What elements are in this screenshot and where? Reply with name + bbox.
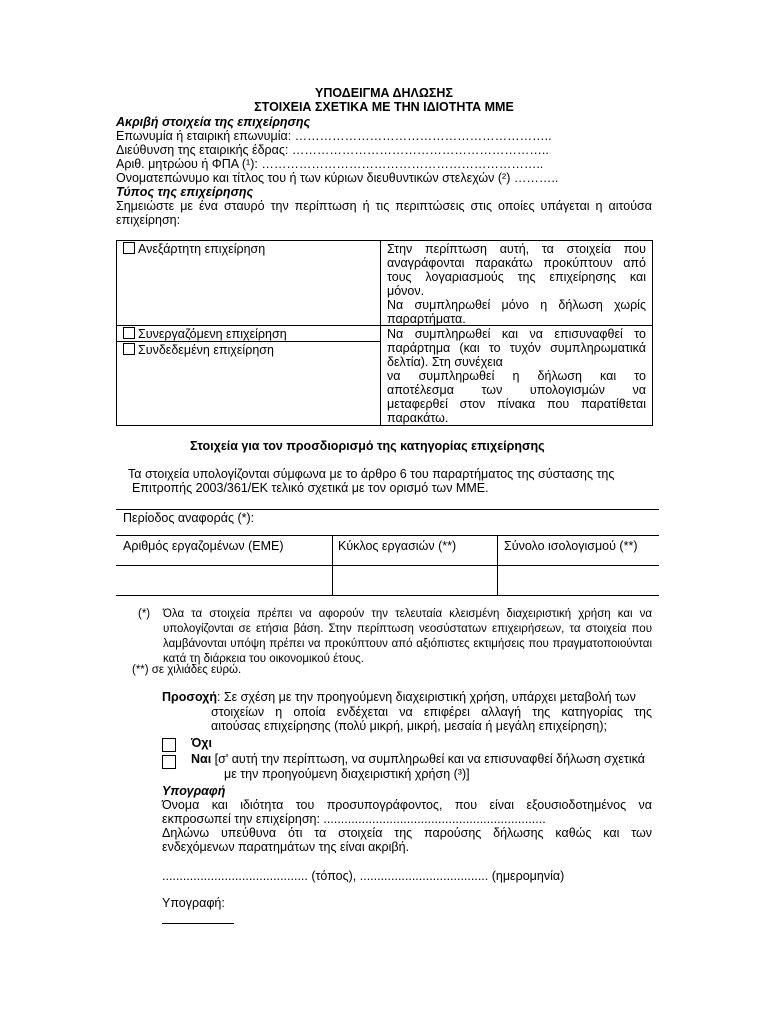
signatory-field: εκπροσωπεί την επιχείρηση: ................................................................ xyxy=(162,812,546,826)
linked-checkbox[interactable] xyxy=(123,343,135,355)
type-instruction-cont: επιχείρηση: xyxy=(116,213,181,227)
independent-note-line: μόνον. xyxy=(387,284,425,298)
no-checkbox[interactable] xyxy=(162,738,176,752)
company-details-heading: Ακριβή στοιχεία της επιχείρησης xyxy=(116,115,311,129)
balance-cell[interactable] xyxy=(498,566,658,594)
notice-text-cont: στοιχείων η οποία ενδέχεται να επιφέρει αλλαγή της κατηγορίας της xyxy=(211,705,652,719)
company-type-heading: Τύπος της επιχείρησης xyxy=(116,185,254,199)
registry-number-field: Αριθ. μητρώου ή ΦΠΑ (¹): ………………………………………………………….. xyxy=(116,157,544,171)
signature-line[interactable] xyxy=(162,923,234,924)
option-yes[interactable] xyxy=(162,755,176,772)
managers-field: Ονοματεπώνυμο και τίτλος του ή των κύριων διευθυντικών στελεχών (²) ……….. xyxy=(116,171,559,185)
partner-note-line: μεταφερθεί στον πίνακα που παρατίθεται xyxy=(387,397,646,411)
linked-label: Συνδεδεμένη επιχείρηση xyxy=(138,343,274,357)
independent-note-line: τους λογαριασμούς της επιχείρησης και xyxy=(387,270,646,284)
no-label: Όχι xyxy=(191,736,212,750)
notice-line xyxy=(162,690,636,705)
company-address-field: Διεύθυνση της εταιρικής έδρας: …………………………………………………….. xyxy=(116,143,549,157)
independent-note-line: Να συμπληρωθεί μόνο η δήλωση χωρίς xyxy=(387,298,646,312)
footnote-star-text: κατά τη διάρκεια του οικονομικού έτους. xyxy=(163,653,364,665)
balance-column-header: Σύνολο ισολογισμού (**) xyxy=(504,539,638,553)
footnote-star-text: λαμβάνονται υπόψη πρέπει να προκύπτουν από αξιόπιστες εκτιμήσεις που πραγματοποιούνται xyxy=(163,638,652,650)
category-heading: Στοιχεία για τον προσδιορισμό της κατηγορίας επιχείρησης xyxy=(190,439,545,453)
signature-heading: Υπογραφή xyxy=(162,784,226,798)
footnote-star-mark: (*) xyxy=(138,608,151,620)
linked-option[interactable] xyxy=(123,343,274,358)
partner-note-line: παράρτημα (και το τυχόν συμπληρωματικά xyxy=(387,341,646,355)
category-text-cont: Επιτροπής 2003/361/ΕΚ τελικό σχετικά με τον ορισμό των ΜΜΕ. xyxy=(132,481,489,495)
partner-note-line: να συμπληρωθεί η δήλωση και το xyxy=(387,369,646,383)
signature-label: Υπογραφή: xyxy=(162,896,225,910)
footnote-star-text: Όλα τα στοιχεία πρέπει να αφορούν την τελευταία κλεισμένη διαχειριστική χρήση και να xyxy=(163,608,652,620)
footnote-dstar: (**) σε χιλιάδες ευρώ. xyxy=(132,664,242,676)
declaration-text-cont: ενδεχόμενων παρατημάτων της είναι ακριβή. xyxy=(162,840,410,854)
yes-label: Ναι xyxy=(191,752,212,766)
independent-note-line: αναγράφονται παρακάτω προκύπτουν από xyxy=(387,256,646,270)
employees-cell[interactable] xyxy=(117,566,331,594)
signatory-text: Όνομα και ιδιότητα του προσυπογράφοντος, που είναι εξουσιοδοτημένος να xyxy=(162,798,652,812)
type-instruction: Σημειώστε με ένα σταυρό την περίπτωση ή τις περιπτώσεις στις οποίες υπάγεται η αιτούσα xyxy=(116,199,652,213)
place-date-field: .......................................... (τόπος), ..................................... (ημερομηνία) xyxy=(162,869,565,883)
independent-note-line: παραρτήματα. xyxy=(387,312,466,326)
document-title: ΥΠΟΔΕΙΓΜΑ ΔΗΛΩΣΗΣ xyxy=(315,86,453,100)
partner-note-line: δελτία). Στη συνέχεια xyxy=(387,355,503,369)
independent-option[interactable] xyxy=(123,242,265,257)
partner-checkbox[interactable] xyxy=(123,327,135,339)
yes-checkbox[interactable] xyxy=(162,755,176,769)
notice-text-cont: αιτούσας επιχείρησης (πολύ μικρή, μικρή, μεσαία ή μεγάλη επιχείρηση); xyxy=(211,719,607,733)
option-no[interactable] xyxy=(162,738,176,755)
turnover-cell[interactable] xyxy=(333,566,496,594)
company-name-field: Επωνυμία ή εταιρική επωνυμία: …………………………………………………….. xyxy=(116,129,552,143)
notice-text: : Σε σχέση με την προηγούμενη διαχειριστική χρήση, υπάρχει μεταβολή των xyxy=(216,690,636,704)
yes-text-cont: με την προηγούμενη διαχειριστική χρήση (³)] xyxy=(224,767,470,781)
document-subtitle: ΣΤΟΙΧΕΙΑ ΣΧΕΤΙΚΑ ΜΕ ΤΗΝ ΙΔΙΟΤΗΤΑ ΜΜΕ xyxy=(254,100,514,114)
reference-period-label: Περίοδος αναφοράς (*): xyxy=(123,511,255,525)
employees-column-header: Αριθμός εργαζομένων (ΕΜΕ) xyxy=(123,539,284,553)
yes-text: [σ' αυτή την περίπτωση, να συμπληρωθεί και να επισυναφθεί δήλωση σχετικά xyxy=(211,752,645,766)
declaration-text: Δηλώνω υπεύθυνα ότι τα στοιχεία της παρούσης δήλωσης καθώς και των xyxy=(162,826,652,840)
notice-label: Προσοχή xyxy=(162,690,217,704)
partner-note-line: αποτέλεσμα των υπολογισμών να xyxy=(387,383,646,397)
partner-note-line: Να συμπληρωθεί και να επισυναφθεί το xyxy=(387,327,646,341)
turnover-column-header: Κύκλος εργασιών (**) xyxy=(338,539,457,553)
yes-line xyxy=(191,752,645,767)
partner-label: Συνεργαζόμενη επιχείρηση xyxy=(138,327,287,341)
partner-option[interactable] xyxy=(123,327,287,342)
independent-label: Ανεξάρτητη επιχείρηση xyxy=(138,242,266,256)
partner-note-line: παρακάτω. xyxy=(387,411,449,425)
independent-checkbox[interactable] xyxy=(123,242,135,254)
footnote-star-text: υπολογίζονται σε ετήσια βάση. Στην περίπτωση νεοσύστατων επιχειρήσεων, τα στοιχεία που xyxy=(163,623,652,635)
category-text: Τα στοιχεία υπολογίζονται σύμφωνα με το άρθρο 6 του παραρτήματος της σύστασης της xyxy=(128,467,615,481)
independent-note-line: Στην περίπτωση αυτή, τα στοιχεία που xyxy=(387,242,646,256)
